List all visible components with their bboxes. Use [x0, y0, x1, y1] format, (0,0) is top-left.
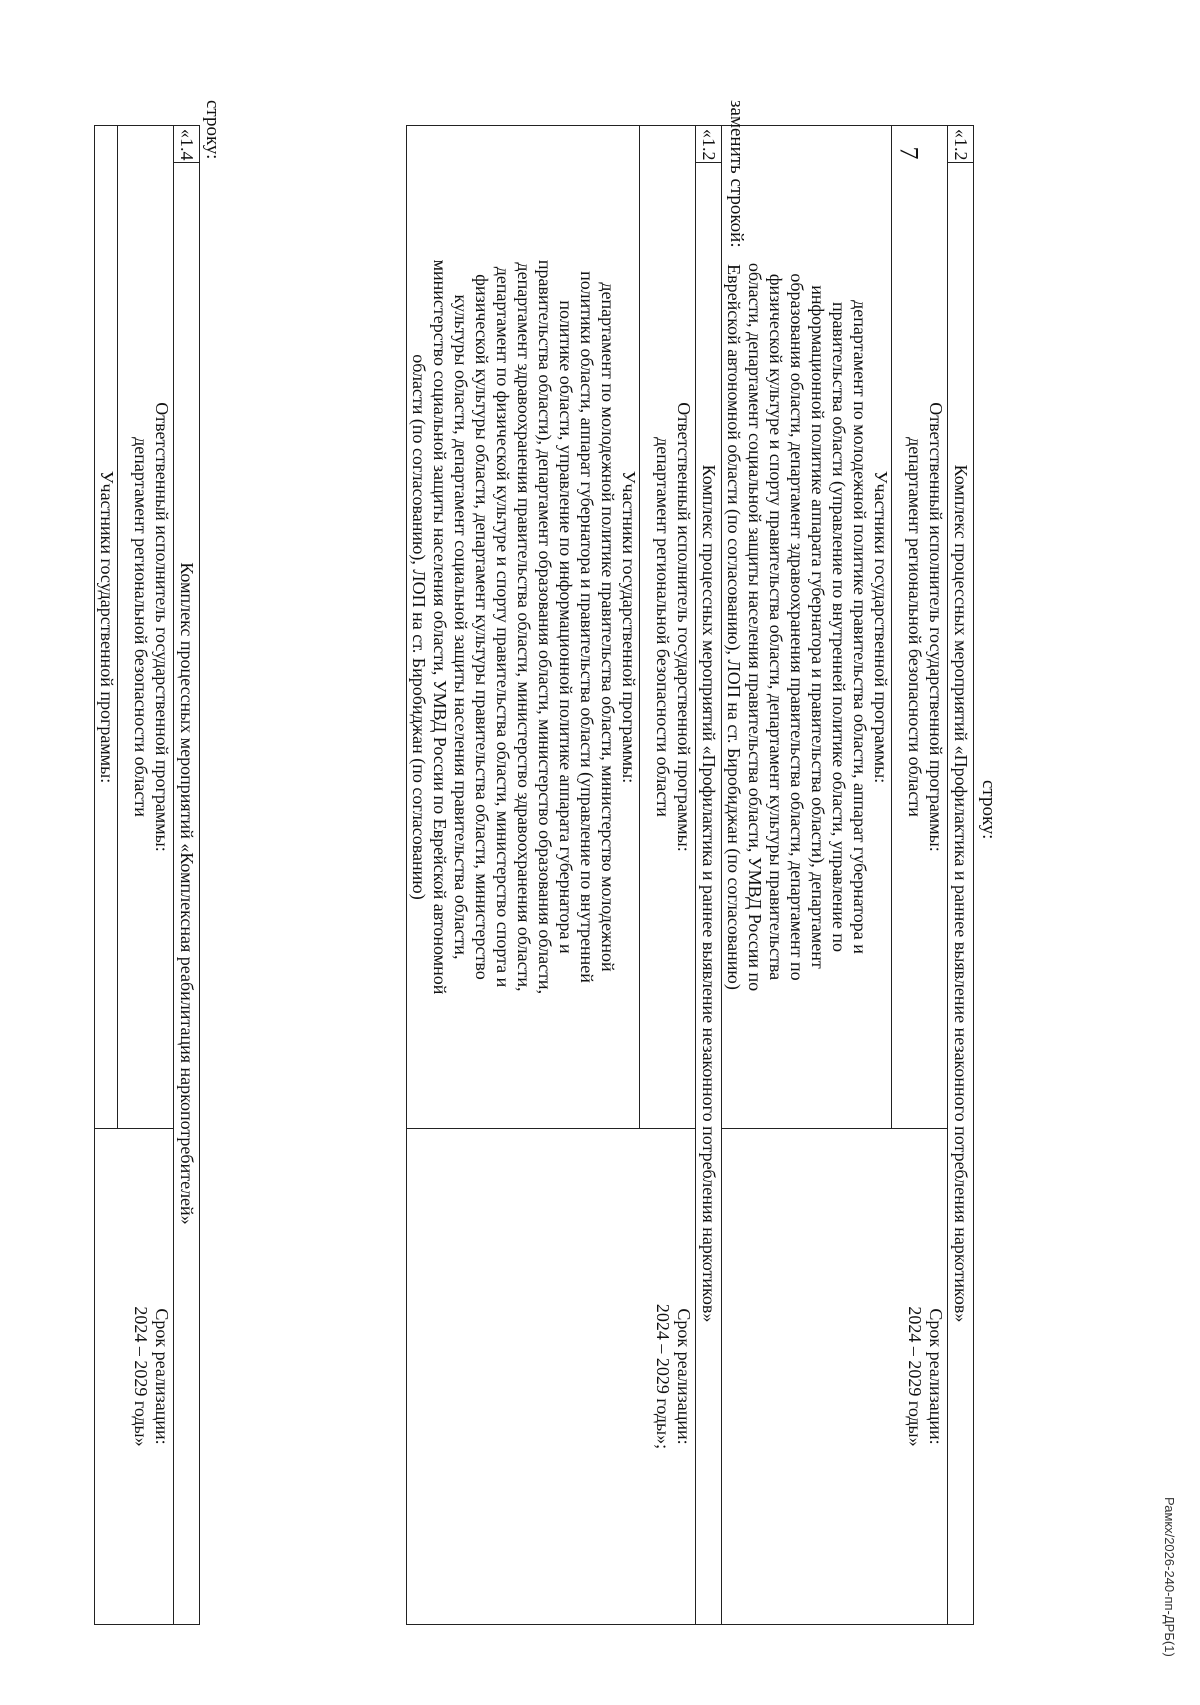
rotated-document	[2, 60, 1002, 1620]
page-number: 7	[894, 146, 924, 160]
responsible-value: департамент региональной безопасности области	[653, 437, 673, 817]
responsible-value: департамент региональной безопасности области	[905, 437, 925, 817]
table-row-1-4	[94, 125, 200, 1625]
responsible-heading: Ответственный исполнитель государственной программы:	[674, 402, 694, 852]
participants-line: департамент здравоохранения правительства области, министерство здравоохранения области,	[514, 262, 534, 992]
replace-text: заменить строкой:	[726, 100, 747, 248]
participants-line: правительства области (управление по внутренней политике области, управление по	[829, 301, 849, 953]
participants-line: министерство социальной защиты населения области, УМВД России по Еврейской автономной	[430, 259, 450, 995]
participants-line: департамент по молодежной политике правительства области, министерство молодежной	[598, 282, 618, 972]
table-row-1-2-old	[721, 125, 974, 1625]
row-number: «1.2	[948, 126, 973, 163]
participants-line: правительства области), департамент образования области, министерство образования области,	[535, 259, 555, 995]
row-title: Комплекс процессных мероприятий «Профилактика и раннее выявление незаконного потребления наркотиков»	[951, 464, 971, 1323]
participants-line: Еврейской автономной области (по согласованию), ЛОП на ст. Биробиджан (по согласованию)	[724, 264, 744, 990]
participants-line: области (по согласованию), ЛОП на ст. Биробиджан (по согласованию)	[409, 354, 429, 900]
participants-line: физической культуры области, департамент культуры правительства области, министерство	[472, 274, 492, 980]
participants-line: области, департамент социальной защиты населения правительства области, УМВД России по	[745, 262, 765, 992]
row-number: «1.2	[696, 126, 721, 163]
participants-line: политики области, аппарат губернатора и правительства области (управление по внутренней	[577, 271, 597, 983]
participants-line: политике области, управление по информационной политике аппарата губернатора и	[556, 300, 576, 954]
intro-text: строку:	[978, 780, 999, 840]
intro2-text: строку:	[202, 100, 223, 160]
participants-heading: Участники государственной программы:	[871, 470, 891, 784]
responsible-heading: Ответственный исполнитель государственной программы:	[926, 402, 946, 852]
participants-line: информационной политике аппарата губернатора и правительства области), департамент	[808, 285, 828, 969]
term-value: 2024 – 2029 годы»	[905, 1306, 925, 1447]
document-code: Рамкх/2026-240-пп-ДРБ(1)	[1162, 1497, 1177, 1657]
term-heading: Срок реализации:	[674, 1308, 694, 1445]
participants-heading: Участники государственной программы:	[97, 470, 117, 784]
responsible-value: департамент региональной безопасности области	[131, 437, 151, 817]
participants-line: культуры области, департамент социальной защиты населения правительства области,	[451, 294, 471, 960]
row-number: «1.4	[174, 126, 199, 163]
participants-heading: Участники государственной программы:	[619, 470, 639, 784]
term-value: 2024 – 2029 годы»;	[653, 1303, 673, 1450]
row-title: Комплекс процессных мероприятий «Комплексная реабилитация наркопотребителей»	[177, 562, 197, 1225]
responsible-heading: Ответственный исполнитель государственной программы:	[152, 402, 172, 852]
table-row-1-2-new	[406, 125, 722, 1625]
row-title: Комплекс процессных мероприятий «Профилактика и раннее выявление незаконного потребления наркотиков»	[699, 464, 719, 1323]
participants-line: департамент по физической культуре и спорту правительства области, министерство спорта и	[493, 266, 513, 988]
participants-line: департамент по молодежной политике правительства области, аппарат губернатора и	[850, 300, 870, 954]
term-heading: Срок реализации:	[926, 1308, 946, 1445]
participants-line: образования области, департамент здравоохранения правительства области, департамент по	[787, 273, 807, 981]
term-value: 2024 – 2029 годы»	[131, 1306, 151, 1447]
participants-line: физической культуре и спорту правительства области, департамент культуры правительства	[766, 273, 786, 981]
term-heading: Срок реализации:	[152, 1308, 172, 1445]
